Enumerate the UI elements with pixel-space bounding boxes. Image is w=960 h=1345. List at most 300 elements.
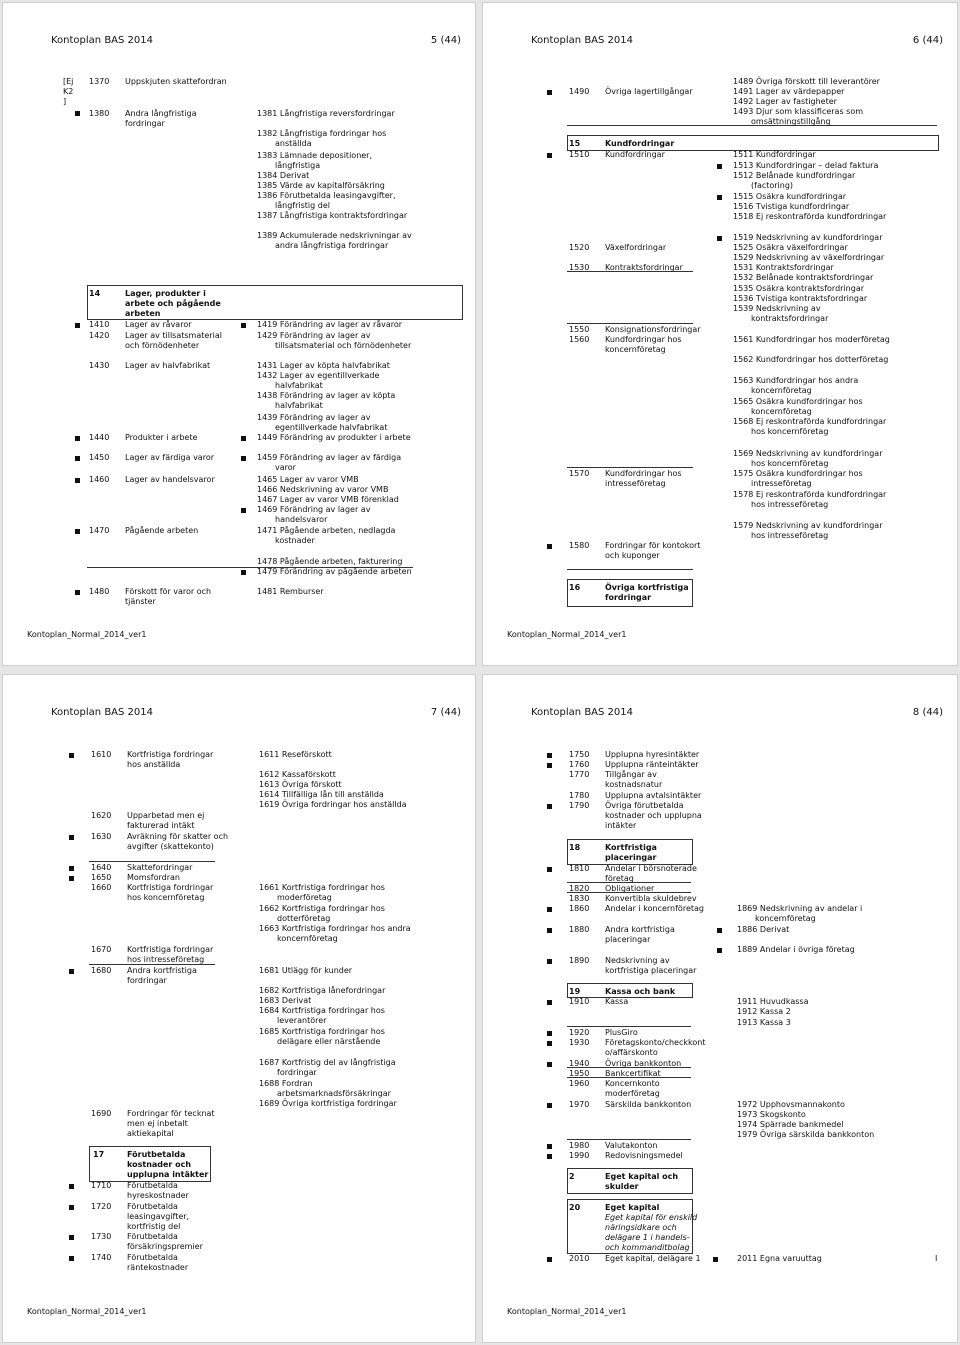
- account-text: placeringar: [605, 853, 657, 862]
- account-text: omsättningstillgång: [751, 117, 831, 126]
- account-text: företag: [605, 874, 634, 883]
- account-text: 1519 Nedskrivning av kundfordringar: [733, 233, 883, 242]
- account-text: 1912 Kassa 2: [737, 1007, 791, 1016]
- account-text: 1383 Lämnade depositioner,: [257, 151, 373, 160]
- account-text: 16: [569, 583, 581, 592]
- account-text: 1910: [569, 997, 590, 1006]
- account-text: 1450: [89, 453, 110, 462]
- account-text: 1384 Derivat: [257, 171, 310, 180]
- account-text: Lager av färdiga varor: [125, 453, 214, 462]
- account-text: 1492 Lager av fastigheter: [733, 97, 837, 106]
- account-text: PlusGiro: [605, 1028, 638, 1037]
- account-text: Upplupna hyresintäkter: [605, 750, 700, 759]
- account-text: fordringar: [605, 593, 652, 602]
- page-footer: Kontoplan_Normal_2014_ver1: [27, 1307, 147, 1316]
- account-text: 1970: [569, 1100, 590, 1109]
- account-text: Kassa: [605, 997, 629, 1006]
- account-text: moderföretag: [277, 893, 332, 902]
- account-text: 1730: [91, 1232, 112, 1241]
- account-text: K2: [63, 87, 74, 96]
- account-text: kostnader och: [127, 1160, 192, 1169]
- account-text: Övriga lagertillgångar: [605, 87, 693, 96]
- account-text: Koncernkonto: [605, 1079, 660, 1088]
- account-text: 1516 Tvistiga kundfordringar: [733, 202, 850, 211]
- account-text: 2010: [569, 1254, 590, 1263]
- bas-standard-marker-icon: [69, 835, 74, 840]
- account-text: 1511 Kundfordringar: [733, 150, 816, 159]
- account-text: Kundfordringar hos: [605, 335, 682, 344]
- account-text: och kuponger: [605, 551, 660, 560]
- bas-standard-marker-icon: [547, 1041, 552, 1046]
- account-text: Kortfristiga: [605, 843, 657, 852]
- account-text: Obligationer: [605, 884, 655, 893]
- account-text: 1491 Lager av värdepapper: [733, 87, 845, 96]
- page-footer: Kontoplan_Normal_2014_ver1: [507, 1307, 627, 1316]
- bas-standard-marker-icon: [69, 753, 74, 758]
- account-text: 1561 Kundfordringar hos moderföretag: [733, 335, 890, 344]
- bas-standard-marker-icon: [717, 236, 722, 241]
- account-text: 1950: [569, 1069, 590, 1078]
- account-text: 1680: [91, 966, 112, 975]
- account-text: 1578 Ej reskontraförda kundfordringar: [733, 490, 887, 499]
- account-text: 1661 Kortfristiga fordringar hos: [259, 883, 385, 892]
- account-text: 1386 Förutbetalda leasingavgifter,: [257, 191, 396, 200]
- account-text: Eget kapital för enskild: [605, 1213, 698, 1222]
- account-text: Skattefordringar: [127, 863, 193, 872]
- bas-standard-marker-icon: [547, 90, 552, 95]
- account-text: [Ej: [63, 77, 74, 86]
- account-text: 1490: [569, 87, 590, 96]
- account-text: 1660: [91, 883, 112, 892]
- bas-standard-marker-icon: [75, 478, 80, 483]
- account-text: upplupna intäkter: [127, 1170, 209, 1179]
- account-text: varor: [275, 463, 296, 472]
- account-text: Särskilda bankkonton: [605, 1100, 692, 1109]
- account-text: 1860: [569, 904, 590, 913]
- account-text: 1920: [569, 1028, 590, 1037]
- account-text: Kortfristiga fordringar: [127, 750, 214, 759]
- account-text: Eget kapital, delägare 1: [605, 1254, 701, 1263]
- account-text: 1913 Kassa 3: [737, 1018, 791, 1027]
- page-number: 6 (44): [912, 35, 943, 46]
- account-text: 1381 Långfristiga reversfordringar: [257, 109, 395, 118]
- account-text: hos koncernföretag: [751, 459, 829, 468]
- account-text: Upplupna avtalsintäkter: [605, 791, 702, 800]
- bas-standard-marker-icon: [69, 1205, 74, 1210]
- bas-standard-marker-icon: [69, 1235, 74, 1240]
- account-text: aktiekapital: [127, 1129, 174, 1138]
- account-text: 1419 Förändring av lager av råvaror: [257, 320, 403, 329]
- account-text: 1410: [89, 320, 110, 329]
- bas-standard-marker-icon: [69, 969, 74, 974]
- account-text: 19: [569, 987, 581, 996]
- bas-standard-marker-icon: [75, 456, 80, 461]
- account-text: delägare eller närstående: [277, 1037, 381, 1046]
- account-text: 1539 Nedskrivning av: [733, 304, 821, 313]
- account-text: Förutbetalda: [127, 1253, 178, 1262]
- account-text: hos anställda: [127, 760, 181, 769]
- account-text: 20: [569, 1203, 581, 1212]
- account-text: 1869 Nedskrivning av andelar i: [737, 904, 863, 913]
- account-text: och kommanditbolag: [605, 1243, 690, 1252]
- bas-standard-marker-icon: [69, 866, 74, 871]
- account-text: Förskott för varor och: [125, 587, 212, 596]
- account-text: 14: [89, 289, 101, 298]
- account-text: moderföretag: [605, 1089, 660, 1098]
- bas-standard-marker-icon: [717, 164, 722, 169]
- account-text: 1972 Upphovsmannakonto: [737, 1100, 845, 1109]
- account-text: 1569 Nedskrivning av kundfordringar: [733, 449, 883, 458]
- account-text: 1687 Kortfristig del av långfristiga: [259, 1058, 396, 1067]
- bas-standard-marker-icon: [69, 876, 74, 881]
- row-divider: [567, 569, 693, 570]
- account-text: 1489 Övriga förskott till leverantörer: [733, 77, 880, 86]
- account-text: 1930: [569, 1038, 590, 1047]
- account-text: 1525 Osäkra växelfordringar: [733, 243, 848, 252]
- row-divider: [567, 323, 693, 324]
- account-text: 1470: [89, 526, 110, 535]
- account-text: koncernföretag: [755, 914, 816, 923]
- account-text: 1683 Derivat: [259, 996, 312, 1005]
- document-title: Kontoplan BAS 2014: [531, 35, 634, 46]
- account-text: 1481 Remburser: [257, 587, 324, 596]
- account-text: 1740: [91, 1253, 112, 1262]
- account-text: kortfristig del: [127, 1222, 181, 1231]
- account-text: 1382 Långfristiga fordringar hos: [257, 129, 387, 138]
- account-text: leverantörer: [277, 1016, 327, 1025]
- bas-standard-marker-icon: [547, 959, 552, 964]
- account-text: 1535 Osäkra kontraktsfordringar: [733, 284, 865, 293]
- account-text: 1690: [91, 1109, 112, 1118]
- account-text: 1685 Kortfristiga fordringar hos: [259, 1027, 385, 1036]
- account-text: kostnader: [275, 536, 315, 545]
- account-text: Pågående arbeten: [125, 526, 199, 535]
- account-text: 1431 Lager av köpta halvfabrikat: [257, 361, 390, 370]
- account-text: 1640: [91, 863, 112, 872]
- account-text: fordringar: [277, 1068, 317, 1077]
- account-text: 1790: [569, 801, 590, 810]
- account-text: 1688 Fordran: [259, 1079, 313, 1088]
- account-text: hos koncernföretag: [127, 893, 205, 902]
- account-text: 1681 Utlägg för kunder: [259, 966, 353, 975]
- account-text: (factoring): [751, 181, 794, 190]
- account-text: 15: [569, 139, 581, 148]
- bas-standard-marker-icon: [75, 111, 80, 116]
- account-text: 1980: [569, 1141, 590, 1150]
- account-text: 1611 Reseförskott: [259, 750, 332, 759]
- account-text: 1689 Övriga kortfristiga fordringar: [259, 1099, 397, 1108]
- account-text: kostnader och upplupna: [605, 811, 702, 820]
- account-text: försäkringspremier: [127, 1242, 203, 1251]
- account-text: Kortfristiga fordringar: [127, 883, 214, 892]
- account-text: 1630: [91, 832, 112, 841]
- account-text: Kundfordringar: [605, 139, 675, 148]
- account-text: 1889 Andelar i övriga företag: [737, 945, 855, 954]
- account-text: Kundfordringar: [605, 150, 665, 159]
- account-text: 1432 Lager av egentillverkade: [257, 371, 380, 380]
- account-text: 1563 Kundfordringar hos andra: [733, 376, 859, 385]
- account-text: Kassa och bank: [605, 987, 676, 996]
- page-number: 8 (44): [912, 707, 943, 718]
- account-text: Förutbetalda: [127, 1150, 186, 1159]
- account-text: och förnödenheter: [125, 341, 200, 350]
- account-text: fordringar: [127, 976, 167, 985]
- account-text: halvfabrikat: [275, 381, 323, 390]
- account-text: Andra långfristiga: [125, 109, 197, 118]
- account-text: 1720: [91, 1202, 112, 1211]
- account-text: Konvertibla skuldebrev: [605, 894, 697, 903]
- account-text: Lager av halvfabrikat: [125, 361, 211, 370]
- account-text: koncernföretag: [751, 407, 812, 416]
- account-text: Andra kortfristiga: [127, 966, 197, 975]
- account-text: 1780: [569, 791, 590, 800]
- account-text: långfristiga: [275, 161, 321, 170]
- account-text: hyreskostnader: [127, 1191, 189, 1200]
- account-text: dotterföretag: [277, 914, 331, 923]
- bas-standard-marker-icon: [547, 763, 552, 768]
- bas-standard-marker-icon: [547, 153, 552, 158]
- account-text: 1370: [89, 77, 110, 86]
- document-page: [2, 2, 476, 666]
- account-text: koncernföretag: [751, 386, 812, 395]
- account-text: 1389 Ackumulerade nedskrivningar av: [257, 231, 412, 240]
- account-text: avgifter (skattekonto): [127, 842, 214, 851]
- account-text: hos intresseföretag: [751, 531, 829, 540]
- account-text: 1420: [89, 331, 110, 340]
- account-text: Förutbetalda: [127, 1232, 178, 1241]
- account-text: kortfristiga placeringar: [605, 966, 697, 975]
- page-footer: Kontoplan_Normal_2014_ver1: [507, 630, 627, 639]
- account-text: 1575 Osäkra kundfordringar hos: [733, 469, 863, 478]
- account-text: långfristig del: [275, 201, 330, 210]
- account-text: men ej inbetalt: [127, 1119, 188, 1128]
- account-text: anställda: [275, 139, 312, 148]
- account-text: Förutbetalda: [127, 1181, 178, 1190]
- page-number: 7 (44): [430, 707, 461, 718]
- account-text: Uppskjuten skattefordran: [125, 77, 227, 86]
- account-text: egentillverkade halvfabrikat: [275, 423, 388, 432]
- account-text: 1940: [569, 1059, 590, 1068]
- account-text: ]: [63, 97, 67, 106]
- row-divider: [89, 861, 215, 862]
- account-text: intäkter: [605, 821, 637, 830]
- account-text: 1513 Kundfordringar – delad faktura: [733, 161, 879, 170]
- account-text: Företagskonto/checkkont: [605, 1038, 706, 1047]
- bas-standard-marker-icon: [547, 804, 552, 809]
- account-text: Upplupna ränteintäkter: [605, 760, 699, 769]
- bas-standard-marker-icon: [547, 1144, 552, 1149]
- account-text: koncernföretag: [605, 345, 666, 354]
- account-text: placeringar: [605, 935, 651, 944]
- account-text: tillsatsmaterial och förnödenheter: [275, 341, 412, 350]
- account-text: 2: [569, 1172, 575, 1181]
- account-text: 1810: [569, 864, 590, 873]
- account-text: intresseföretag: [605, 479, 666, 488]
- account-text: 1459 Förändring av lager av färdiga: [257, 453, 402, 462]
- bas-standard-marker-icon: [241, 323, 246, 328]
- bas-standard-marker-icon: [547, 1031, 552, 1036]
- account-text: Fordringar för tecknat: [127, 1109, 215, 1118]
- trailing-mark: I: [935, 1254, 938, 1263]
- account-text: 1460: [89, 475, 110, 484]
- account-text: Förutbetalda: [127, 1202, 178, 1211]
- account-text: leasingavgifter,: [127, 1212, 190, 1221]
- account-text: Produkter i arbete: [125, 433, 198, 442]
- account-text: 1536 Tvistiga kontraktsfordringar: [733, 294, 868, 303]
- document-title: Kontoplan BAS 2014: [531, 707, 634, 718]
- account-text: 1612 Kassaförskott: [259, 770, 336, 779]
- bas-standard-marker-icon: [547, 1062, 552, 1067]
- account-text: Andelar i koncernföretag: [605, 904, 704, 913]
- account-text: 1568 Ej reskontraförda kundfordringar: [733, 417, 887, 426]
- account-text: 1662 Kortfristiga fordringar hos: [259, 904, 385, 913]
- account-text: Upparbetad men ej: [127, 811, 205, 820]
- account-text: Fordringar för kontokort: [605, 541, 701, 550]
- account-text: o/affärskonto: [605, 1048, 658, 1057]
- account-text: 1440: [89, 433, 110, 442]
- account-text: 1469 Förändring av lager av: [257, 505, 371, 514]
- account-text: 1619 Övriga fordringar hos anställda: [259, 800, 407, 809]
- account-text: 1529 Nedskrivning av växelfordringar: [733, 253, 885, 262]
- account-text: fordringar: [125, 119, 165, 128]
- account-text: 1710: [91, 1181, 112, 1190]
- account-text: Avräkning för skatter och: [127, 832, 229, 841]
- account-text: Momsfordran: [127, 873, 180, 882]
- page-number: 5 (44): [430, 35, 461, 46]
- account-text: 1670: [91, 945, 112, 954]
- account-text: intresseföretag: [751, 479, 812, 488]
- account-text: Lager av tillsatsmaterial: [125, 331, 222, 340]
- account-text: 1530: [569, 263, 590, 272]
- bas-standard-marker-icon: [75, 323, 80, 328]
- account-text: Redovisningsmedel: [605, 1151, 683, 1160]
- account-text: 1531 Kontraktsfordringar: [733, 263, 834, 272]
- account-text: kostnadsnatur: [605, 780, 663, 789]
- account-text: 1510: [569, 150, 590, 159]
- account-text: Andra kortfristiga: [605, 925, 675, 934]
- account-text: tjänster: [125, 597, 156, 606]
- account-text: 1770: [569, 770, 590, 779]
- account-text: arbetsmarknadsförsäkringar: [277, 1089, 391, 1098]
- account-text: 1467 Lager av varor VMB förenklad: [257, 495, 399, 504]
- bas-standard-marker-icon: [547, 907, 552, 912]
- account-text: Växelfordringar: [605, 243, 667, 252]
- account-text: 1974 Spärrade bankmedel: [737, 1120, 844, 1129]
- document-page: [2, 674, 476, 1343]
- account-text: Kortfristiga fordringar: [127, 945, 214, 954]
- account-text: hos intresseföretag: [751, 500, 829, 509]
- bas-standard-marker-icon: [75, 529, 80, 534]
- account-text: 1570: [569, 469, 590, 478]
- account-text: 1613 Övriga förskott: [259, 780, 342, 789]
- account-text: 1560: [569, 335, 590, 344]
- row-divider: [567, 1139, 691, 1140]
- account-text: arbeten: [125, 309, 161, 318]
- account-text: Övriga bankkonton: [605, 1059, 682, 1068]
- account-text: 1684 Kortfristiga fordringar hos: [259, 1006, 385, 1015]
- account-text: hos intresseföretag: [127, 955, 205, 964]
- account-text: 17: [93, 1150, 105, 1159]
- account-text: 1480: [89, 587, 110, 596]
- account-text: 1663 Kortfristiga fordringar hos andra: [259, 924, 411, 933]
- account-text: Andelar i börsnoterade: [605, 864, 697, 873]
- account-text: Övriga förutbetalda: [605, 801, 684, 810]
- bas-standard-marker-icon: [713, 1257, 718, 1262]
- account-text: 1682 Kortfristiga lånefordringar: [259, 986, 386, 995]
- account-text: delägare 1 i handels-: [605, 1233, 690, 1242]
- account-text: 1471 Pågående arbeten, nedlagda: [257, 526, 396, 535]
- account-text: Valutakonton: [605, 1141, 658, 1150]
- account-text: 1532 Belånade kontraktsfordringar: [733, 273, 874, 282]
- account-text: 1465 Lager av varor VMB: [257, 475, 359, 484]
- account-text: 1438 Förändring av lager av köpta: [257, 391, 396, 400]
- account-text: Konsignationsfordringar: [605, 325, 701, 334]
- account-text: 1439 Förändring av lager av: [257, 413, 371, 422]
- account-text: räntekostnader: [127, 1263, 189, 1272]
- bas-standard-marker-icon: [75, 590, 80, 595]
- bas-standard-marker-icon: [75, 436, 80, 441]
- account-text: 1979 Övriga särskilda bankkonton: [737, 1130, 875, 1139]
- account-text: 1610: [91, 750, 112, 759]
- account-text: 1515 Osäkra kundfordringar: [733, 192, 847, 201]
- account-text: 1449 Förändring av produkter i arbete: [257, 433, 411, 442]
- account-text: Övriga kortfristiga: [605, 583, 689, 592]
- account-text: 1512 Belånade kundfordringar: [733, 171, 856, 180]
- account-text: Bankcertifikat: [605, 1069, 661, 1078]
- bas-standard-marker-icon: [547, 867, 552, 872]
- bas-standard-marker-icon: [547, 1154, 552, 1159]
- account-text: 1960: [569, 1079, 590, 1088]
- bas-standard-marker-icon: [547, 753, 552, 758]
- account-text: 1466 Nedskrivning av varor VMB: [257, 485, 389, 494]
- account-text: Kundfordringar hos: [605, 469, 682, 478]
- account-text: 1430: [89, 361, 110, 370]
- bas-standard-marker-icon: [717, 948, 722, 953]
- bas-standard-marker-icon: [547, 928, 552, 933]
- page-footer: Kontoplan_Normal_2014_ver1: [27, 630, 147, 639]
- account-text: 1493 Djur som klassificeras som: [733, 107, 864, 116]
- bas-standard-marker-icon: [547, 1000, 552, 1005]
- bas-standard-marker-icon: [547, 544, 552, 549]
- bas-standard-marker-icon: [241, 570, 246, 575]
- account-text: 1990: [569, 1151, 590, 1160]
- account-text: Lager av handelsvaror: [125, 475, 215, 484]
- bas-standard-marker-icon: [241, 436, 246, 441]
- account-text: Lager, produkter i: [125, 289, 206, 298]
- account-text: 1380: [89, 109, 110, 118]
- account-text: 1580: [569, 541, 590, 550]
- account-text: halvfabrikat: [275, 401, 323, 410]
- account-text: 1565 Osäkra kundfordringar hos: [733, 397, 863, 406]
- document-page: [482, 674, 958, 1343]
- row-divider: [567, 1026, 691, 1027]
- document-title: Kontoplan BAS 2014: [51, 707, 154, 718]
- account-text: 1890: [569, 956, 590, 965]
- account-text: arbete och pågående: [125, 299, 221, 308]
- account-text: 18: [569, 843, 581, 852]
- account-text: Lager av råvaror: [125, 320, 192, 329]
- account-text: Nedskrivning av: [605, 956, 670, 965]
- account-text: 1886 Derivat: [737, 925, 790, 934]
- account-text: koncernföretag: [277, 934, 338, 943]
- account-text: 1550: [569, 325, 590, 334]
- account-text: 1911 Huvudkassa: [737, 997, 809, 1006]
- account-text: 1478 Pågående arbeten, fakturering: [257, 557, 403, 566]
- account-text: 1973 Skogskonto: [737, 1110, 806, 1119]
- account-text: 1387 Långfristiga kontraktsfordringar: [257, 211, 408, 220]
- account-text: Kontraktsfordringar: [605, 263, 683, 272]
- account-text: 1479 Förändring av pågående arbeten: [257, 567, 412, 576]
